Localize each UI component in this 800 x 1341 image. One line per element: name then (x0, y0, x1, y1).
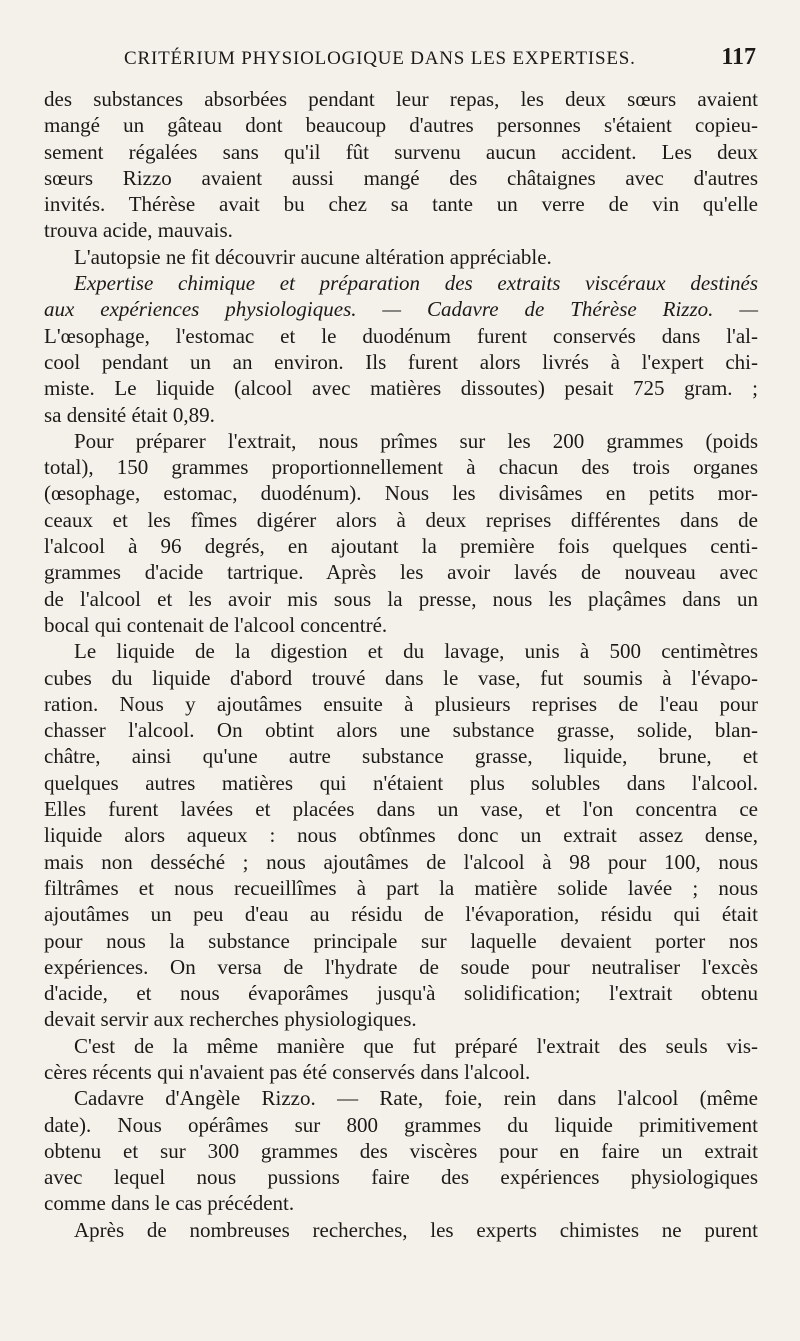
text-line: ceaux et les fîmes digérer alors à deux reprises différentes dans de (44, 507, 758, 532)
text-line: Elles furent lavées et placées dans un vase, et l'on concentra ce (44, 797, 758, 822)
body-text (44, 86, 758, 1243)
text-line: de l'alcool et les avoir mis sous la presse, nous les plaçâmes dans un (44, 586, 758, 611)
text-line: avec lequel nous pussions faire des expériences physiologiques (44, 1165, 758, 1190)
text-line: L'œsophage, l'estomac et le duodénum furent conservés dans l'al- (44, 323, 758, 348)
text-line: L'autopsie ne fit découvrir aucune altération appréciable. (74, 244, 552, 269)
section-heading-line: Expertise chimique et préparation des extraits viscéraux destinés (74, 271, 758, 296)
running-title: CRITÉRIUM PHYSIOLOGIQUE DANS LES EXPERTISES. (124, 48, 636, 69)
text-line: ration. Nous y ajoutâmes ensuite à plusieurs reprises de l'eau pour (44, 691, 758, 716)
text-line: cères récents qui n'avaient pas été conservés dans l'alcool. (44, 1059, 531, 1084)
text-line: ajoutâmes un peu d'eau au résidu de l'évaporation, résidu qui était (44, 902, 758, 927)
text-line: cool pendant un an environ. Ils furent alors livrés à l'expert chi- (44, 349, 758, 374)
text-line: Après de nombreuses recherches, les experts chimistes ne purent (74, 1217, 758, 1242)
text-line: (œsophage, estomac, duodénum). Nous les divisâmes en petits mor- (44, 481, 758, 506)
text-line: C'est de la même manière que fut préparé l'extrait des seuls vis- (74, 1033, 758, 1058)
text-line: châtre, ainsi qu'une autre substance grasse, liquide, brune, et (44, 744, 758, 769)
text-line: quelques autres matières qui n'étaient plus solubles dans l'alcool. (44, 770, 758, 795)
text-line: d'acide, et nous évaporâmes jusqu'à solidification; l'extrait obtenu (44, 981, 758, 1006)
text-line: mangé un gâteau dont beaucoup d'autres personnes s'étaient copieu- (44, 113, 758, 138)
text-line: chasser l'alcool. On obtint alors une substance grasse, solide, blan- (44, 718, 758, 743)
page-number: 117 (721, 44, 756, 70)
text-line: grammes d'acide tartrique. Après les avoir lavés de nouveau avec (44, 560, 758, 585)
text-line: sœurs Rizzo avaient aussi mangé des châtaignes avec d'autres (44, 165, 758, 190)
text-line: obtenu et sur 300 grammes des viscères pour en faire un extrait (44, 1138, 758, 1163)
text-line: Cadavre d'Angèle Rizzo. — Rate, foie, rein dans l'alcool (même (74, 1086, 758, 1111)
text-line: pour nous la substance principale sur laquelle devaient porter nos (44, 928, 758, 953)
text-line: expériences. On versa de l'hydrate de soude pour neutraliser l'excès (44, 954, 758, 979)
text-line: Pour préparer l'extrait, nous prîmes sur les 200 grammes (poids (74, 428, 758, 453)
book-page (44, 30, 758, 1320)
text-line: l'alcool à 96 degrés, en ajoutant la première fois quelques centi- (44, 534, 758, 559)
text-line: devait servir aux recherches physiologiques. (44, 1007, 417, 1032)
text-line: sa densité était 0,89. (44, 402, 215, 427)
text-line: filtrâmes et nous recueillîmes à part la matière solide lavée ; nous (44, 875, 758, 900)
text-line: date). Nous opérâmes sur 800 grammes du liquide primitivement (44, 1112, 758, 1137)
text-line: sement régalées sans qu'il fût survenu aucun accident. Les deux (44, 139, 758, 164)
text-line: cubes du liquide d'abord trouvé dans le vase, fut soumis à l'évapo- (44, 665, 758, 690)
text-line: mais non desséché ; nous ajoutâmes de l'alcool à 98 pour 100, nous (44, 849, 758, 874)
text-line: des substances absorbées pendant leur repas, les deux sœurs avaient (44, 87, 758, 111)
text-line: Le liquide de la digestion et du lavage, unis à 500 centimètres (74, 639, 758, 664)
text-line: invités. Thérèse avait bu chez sa tante un verre de vin qu'elle (44, 192, 758, 217)
text-line: trouva acide, mauvais. (44, 218, 233, 243)
text-line: miste. Le liquide (alcool avec matières dissoutes) pesait 725 gram. ; (44, 376, 758, 401)
text-line: total), 150 grammes proportionnellement à chacun des trois organes (44, 455, 758, 480)
text-line: comme dans le cas précédent. (44, 1191, 295, 1216)
running-head (44, 40, 758, 76)
section-heading-line: aux expériences physiologiques. — Cadavre de Thérèse Rizzo. — (44, 297, 758, 322)
text-line: liquide alors aqueux : nous obtînmes donc un extrait assez dense, (44, 823, 758, 848)
text-line: bocal qui contenait de l'alcool concentré. (44, 612, 388, 637)
